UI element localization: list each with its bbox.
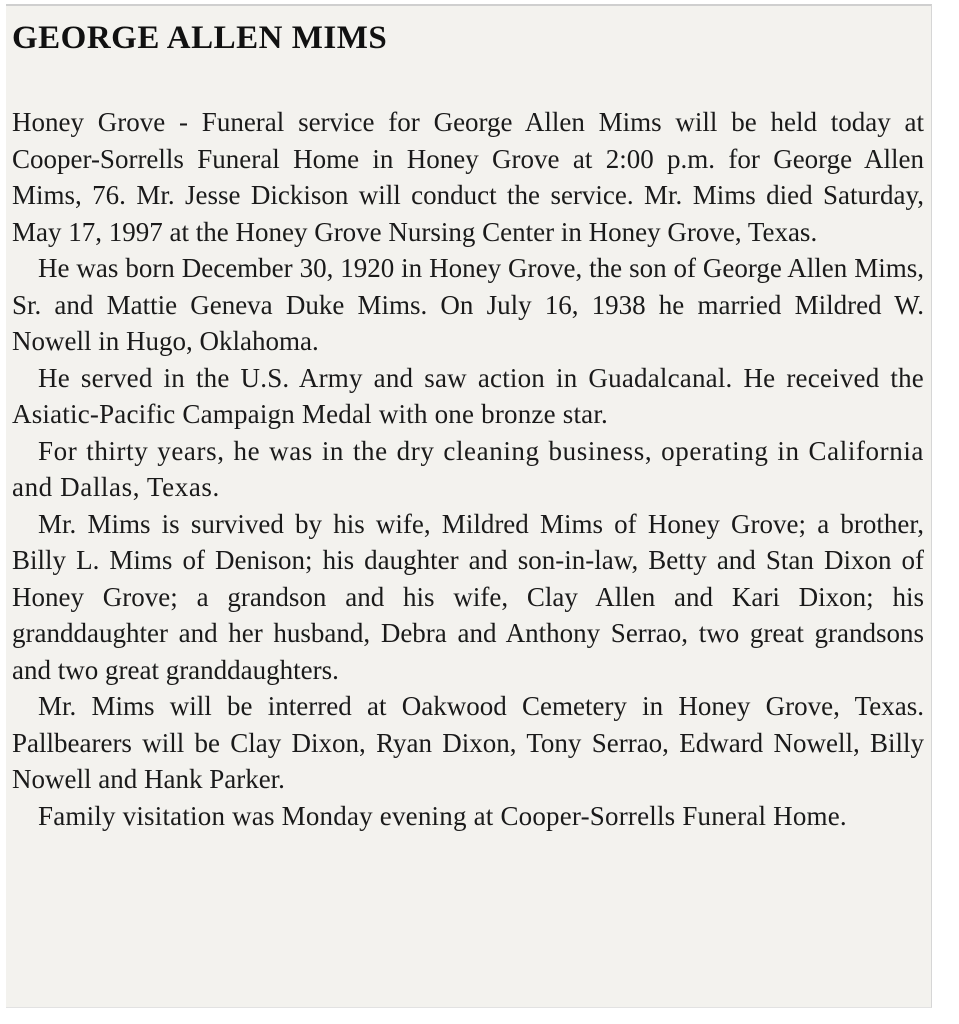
obituary-headline: GEORGE ALLEN MIMS: [12, 20, 388, 56]
paragraph-birth: He was born December 30, 1920 in Honey Grove, the son of George Allen Mims, Sr. and Mattie Geneva Duke Mims. On July 16, 1938 he married Mildred W. Nowell in Hugo, Oklahoma.: [12, 253, 924, 356]
obituary-body: [12, 104, 924, 834]
newspaper-clipping: [6, 4, 932, 1008]
paragraph-funeral-service: Honey Grove - Funeral service for George Allen Mims will be held today at Cooper-Sorrells Funeral Home in Honey Grove at 2:00 p.m. for George Allen Mims, 76. Mr. Jesse Dickison will conduct the service. Mr. Mims died Saturday, May 17, 1997 at the Honey Grove Nursing Center in Honey Grove, Texas.: [12, 107, 924, 247]
paragraph-survivors: Mr. Mims is survived by his wife, Mildred Mims of Honey Grove; a brother, Billy L. Mims of Denison; his daughter and son-in-law, Betty and Stan Dixon of Honey Grove; a grandson and his wife, Clay Allen and Kari Dixon; his granddaughter and her husband, Debra and Anthony Serrao, two great grandsons and two great granddaughters.: [12, 508, 924, 685]
paragraph-career: For thirty years, he was in the dry cleaning business, operating in California and Dallas, Texas.: [12, 435, 924, 502]
paragraph-interment: Mr. Mims will be interred at Oakwood Cemetery in Honey Grove, Texas. Pallbearers will be Clay Dixon, Ryan Dixon, Tony Serrao, Edward Nowell, Billy Nowell and Hank Parker.: [12, 691, 924, 794]
paragraph-military-service: He served in the U.S. Army and saw action in Guadalcanal. He received the Asiatic-Pacific Campaign Medal with one bronze star.: [12, 362, 924, 429]
paragraph-visitation: Family visitation was Monday evening at Cooper-Sorrells Funeral Home.: [38, 800, 847, 831]
